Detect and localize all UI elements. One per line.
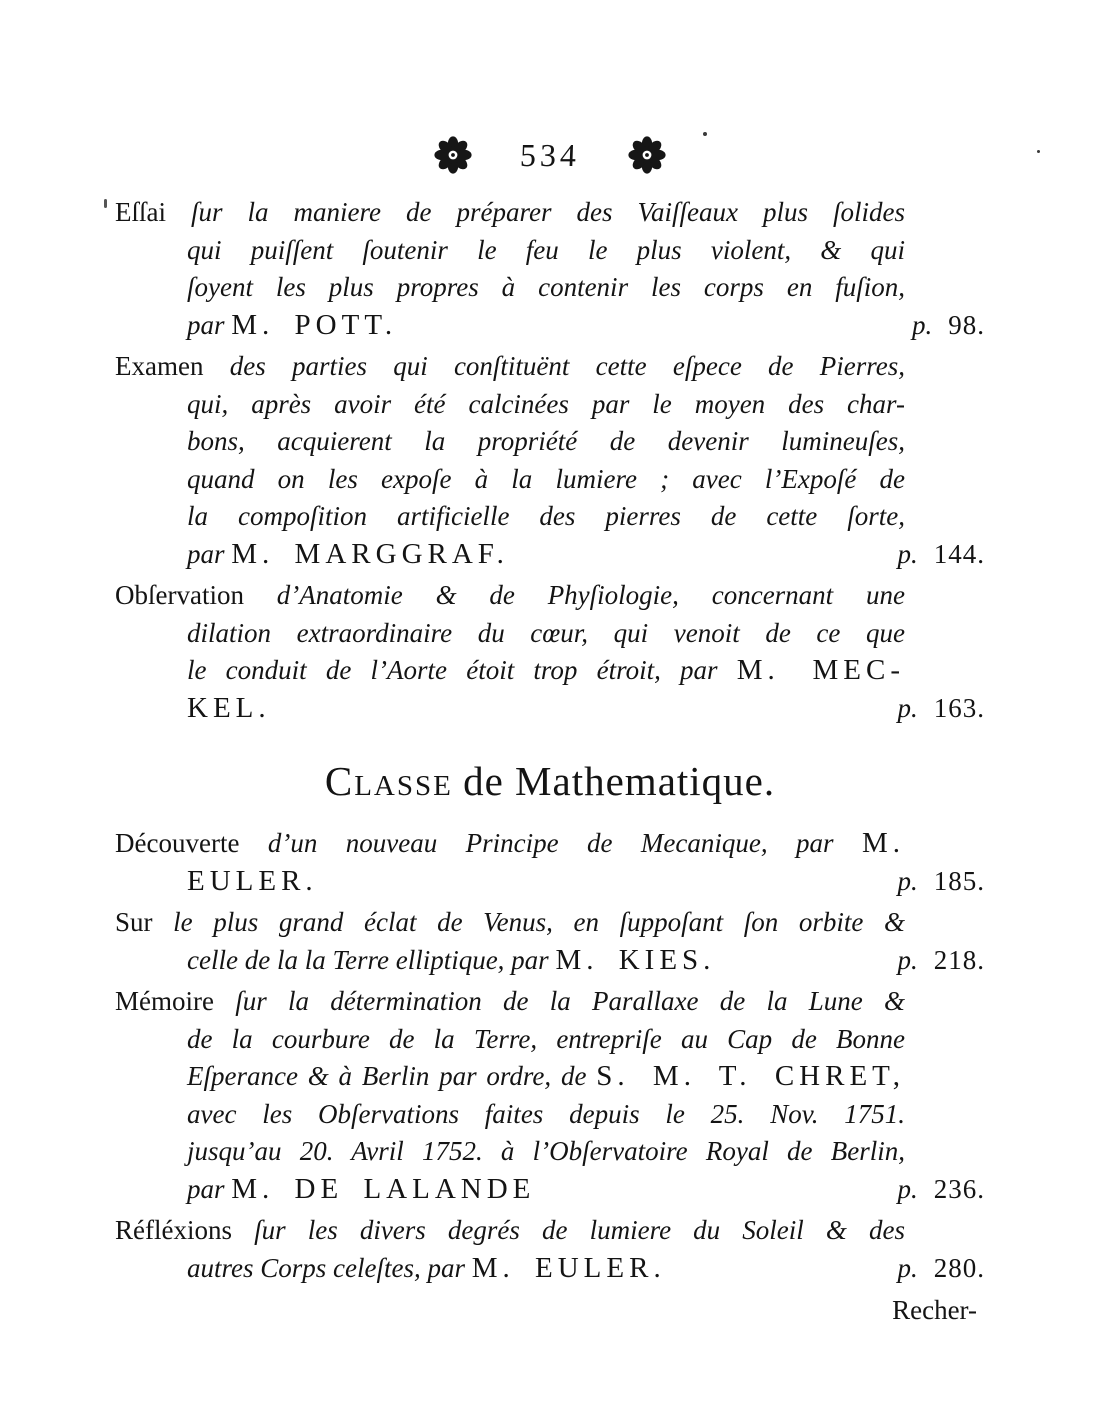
toc-entry	[115, 904, 985, 979]
entry-author-name: M. POTT.	[231, 308, 398, 341]
entry-lead-word: Découverte	[115, 828, 268, 858]
entry-lead-word: Obſervation	[115, 580, 277, 610]
class-heading-word: Classe	[324, 758, 453, 804]
entry-italic-text: la compoſition artificielle des pierres de cette ſorte,	[187, 501, 905, 531]
class-heading-rest: de Mathematique.	[463, 758, 776, 804]
scan-speck	[104, 199, 107, 208]
toc-line	[115, 269, 905, 307]
toc-line	[115, 983, 905, 1021]
entry-lead-word: Sur	[115, 907, 174, 937]
entry-italic-text: ſur la détermination de la Parallaxe de la Lune &	[235, 986, 905, 1016]
toc-line	[115, 1171, 985, 1209]
entry-italic-text: par	[187, 309, 232, 340]
entry-italic-text: celle de la la Terre elliptique, par	[187, 944, 556, 975]
toc-line	[115, 1058, 905, 1096]
text-block	[115, 0, 985, 1329]
toc-line	[115, 825, 905, 863]
toc-line	[115, 1212, 905, 1250]
toc-entry	[115, 825, 985, 900]
entry-italic-text: bons, acquierent la propriété de devenir lumineuſes,	[187, 426, 905, 456]
toc-line	[115, 1250, 985, 1288]
rosette-ornament-icon	[628, 136, 666, 174]
toc-line	[115, 863, 985, 901]
toc-line	[115, 615, 905, 653]
page-reference: p. 185.	[897, 865, 985, 896]
scan-speck	[1037, 150, 1040, 153]
entry-italic-text: par	[187, 1173, 232, 1204]
entry-italic-text: qui puiſſent ſoutenir le feu le plus violent, & qui	[187, 234, 905, 265]
toc-entry	[115, 1212, 985, 1287]
catchword: Recher-	[892, 1295, 977, 1325]
entry-italic-text: ſoyent les plus propres à contenir les corps en fuſion,	[187, 272, 905, 302]
page-reference: p. 98.	[912, 309, 985, 340]
toc-line	[115, 348, 905, 386]
entry-italic-text: d’un nouveau Principe de Mecanique, par	[267, 828, 862, 858]
entry-author-name: S. M. T. CHRET,	[596, 1060, 905, 1092]
entry-author-name: M. EULER.	[471, 1251, 666, 1284]
page-reference: p. 163.	[897, 692, 985, 723]
toc-entry	[115, 194, 985, 344]
toc-line	[115, 307, 985, 345]
toc-line	[115, 1021, 905, 1059]
entry-italic-text: dilation extraordinaire du cœur, qui venoit de ce que	[187, 617, 905, 648]
entry-author-name: M. MARGGRAF.	[231, 537, 509, 570]
toc-line	[115, 461, 905, 499]
entry-italic-text: avec les Obſervations faites depuis le 25. Nov. 1751.	[187, 1098, 905, 1129]
entry-author-name: M.	[861, 827, 905, 859]
entry-italic-text: Eſperance & à Berlin par ordre, de	[187, 1061, 597, 1091]
page-reference: p. 144.	[897, 538, 985, 569]
rosette-ornament-icon	[434, 136, 472, 174]
toc-line	[115, 904, 905, 942]
entry-italic-text: des parties qui conſtituënt cette eſpece de Pierres,	[229, 351, 906, 381]
toc-entry	[115, 577, 985, 727]
entry-italic-text: de la courbure de la Terre, entrepriſe au Cap de Bonne	[187, 1023, 905, 1054]
entry-author-name: M. MEC-	[736, 654, 905, 686]
page-reference: p. 236.	[897, 1173, 985, 1204]
entry-italic-text: autres Corps celeſtes, par	[187, 1252, 472, 1283]
toc-line	[115, 232, 905, 270]
running-head	[115, 132, 985, 178]
entry-lead-word: Mémoire	[115, 986, 236, 1016]
entry-author-name: EULER.	[187, 864, 318, 897]
toc-entry	[115, 983, 985, 1208]
entry-italic-text: qui, après avoir été calcinées par le moyen des char-	[187, 388, 905, 419]
toc-line	[115, 498, 905, 536]
toc-line	[115, 942, 985, 980]
entry-italic-text: jusqu’au 20. Avril 1752. à l’Obſervatoire Royal de Berlin,	[187, 1136, 905, 1166]
toc-line	[115, 194, 905, 232]
toc-entry	[115, 348, 985, 573]
page-reference: p. 218.	[897, 944, 985, 975]
entry-italic-text: le conduit de l’Aorte étoit trop étroit, par	[187, 655, 737, 685]
toc-line	[115, 536, 985, 574]
toc-line	[115, 423, 905, 461]
toc-line	[115, 1133, 905, 1171]
entry-author-name: KEL.	[187, 691, 271, 724]
toc-line	[115, 1096, 905, 1134]
entry-lead-word: Examen	[115, 351, 230, 381]
class-heading	[115, 755, 985, 807]
toc-line	[115, 386, 905, 424]
scan-speck	[703, 132, 707, 136]
entry-lead-word: Réfléxions	[115, 1215, 255, 1245]
page-reference: p. 280.	[897, 1252, 985, 1283]
toc-line	[115, 690, 985, 728]
entry-italic-text: ſur les divers degrés de lumiere du Soleil & des	[254, 1215, 905, 1245]
toc-line	[115, 577, 905, 615]
toc-section-math	[115, 825, 985, 1287]
entry-author-name: M. KIES.	[555, 943, 716, 976]
entry-italic-text: par	[187, 538, 232, 569]
toc-line	[115, 652, 905, 690]
entry-italic-text: quand on les expoſe à la lumiere ; avec l’Expoſé de	[187, 463, 905, 494]
entry-italic-text: d’Anatomie & de Phyſiologie, concernant une	[276, 580, 905, 610]
entry-author-name: M. DE LALANDE	[231, 1172, 536, 1205]
entry-italic-text: le plus grand éclat de Venus, en ſuppoſant ſon orbite &	[173, 907, 906, 937]
entry-lead-word: Eſſai	[115, 197, 191, 227]
toc-section-science	[115, 194, 985, 727]
page-number: 534	[519, 136, 581, 173]
entry-italic-text: ſur la maniere de préparer des Vaiſſeaux plus ſolides	[191, 197, 905, 227]
